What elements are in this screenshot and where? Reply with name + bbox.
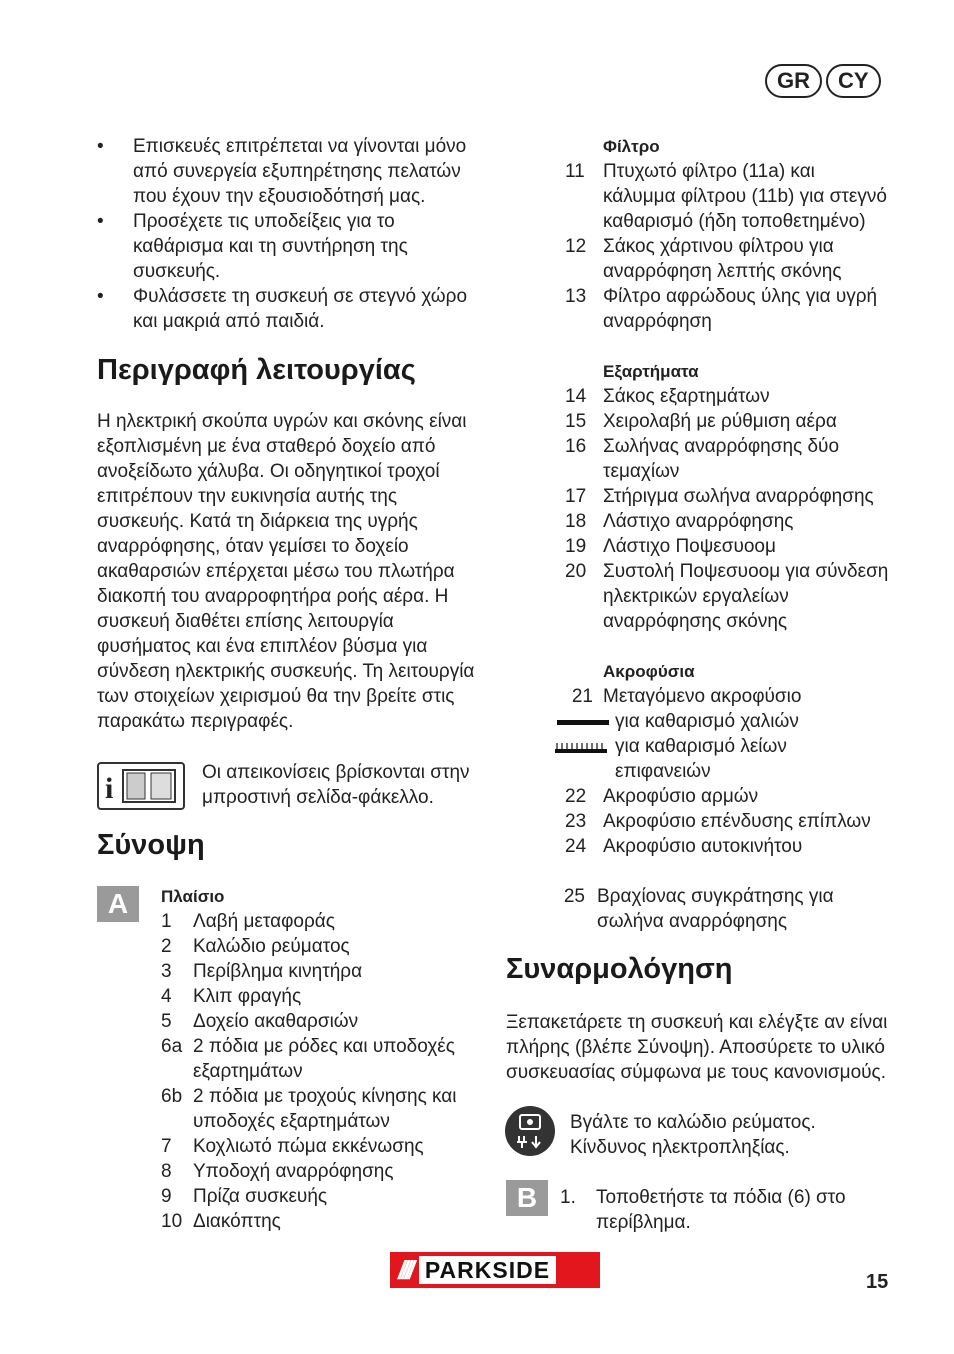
list-item: 23 Ακροφύσιο επένδυσης επίπλων bbox=[565, 811, 871, 832]
list-item: 5 Δοχείο ακαθαρσιών bbox=[161, 1011, 359, 1032]
svg-text:i: i bbox=[105, 772, 114, 805]
assembly-text: Ξεπακετάρετε τη συσκευή και ελέγξτε αν είναι πλήρης (βλέπε Σύνοψη). Αποσύρετε το υλικό συσκευασίας σύμφωνα με τους κανονισμούς. bbox=[506, 1012, 888, 1083]
right-column bbox=[565, 134, 890, 934]
list-item: 20 Συστολή Ποψεσυοομ για σύνδεση ηλεκτρικών εργαλείων αναρρόφησης σκόνης bbox=[565, 561, 889, 632]
section-title-description: Περιγραφή λειτουργίας bbox=[97, 354, 416, 386]
bullet-item: • Επισκευές επιτρέπεται να γίνονται μόνο από συνεργεία εξυπηρέτησης πελατών που έχουν την εξουσιοδότησή μας. bbox=[97, 136, 467, 207]
list-item: για καθαρισμό χαλιών bbox=[557, 709, 890, 734]
list-item: 6a 2 πόδια με ρόδες και υποδοχές εξαρτημάτων bbox=[161, 1036, 455, 1082]
list-item: 24 Ακροφύσιο αυτοκινήτου bbox=[565, 836, 803, 857]
step-item: 1. Τοποθετήστε τα πόδια (6) στο περίβλημα. bbox=[560, 1187, 846, 1233]
unplug-warning-text: Βγάλτε το καλώδιο ρεύματος. Κίνδυνος ηλεκτροπληξίας. bbox=[570, 1112, 816, 1158]
left-column bbox=[97, 134, 482, 334]
frame-title: Πλαίσιο bbox=[161, 887, 225, 906]
bullet-item: • Προσέχετε τις υποδείξεις για το καθάρισμα και τη συντήρηση της συσκευής. bbox=[97, 211, 408, 282]
description-text: Η ηλεκτρική σκούπα υγρών και σκόνης είναι εξοπλισμένη με ένα σταθερό δοχείο από ανοξείδωτο χάλυβα. Οι οδηγητικοί τροχοί επιτρέπουν την ευκινησία αυτής της συσκευής. Κατά τη διάρκεια της υγρής αναρρόφησης, όταν γεμίσει το δοχείο ακαθαρσιών επέρχεται μέσω του πλωτήρα διακοπή του αναρροφητήρα ροής αέρα. Η συσκευή διαθέτει επίσης λειτουργία φυσήματος και ένα επιπλέον βύσμα για σύνδεση ηλεκτρικής συσκευής. Τη λειτουργία των στοιχείων χειρισμού θα την βρείτε στις παρακάτω περιγραφές. bbox=[97, 411, 475, 732]
list-item: 18 Λάστιχο αναρρόφησης bbox=[565, 511, 794, 532]
carpet-nozzle-icon bbox=[557, 709, 609, 734]
brand-name: PARKSIDE bbox=[419, 1256, 556, 1284]
list-item: 15 Χειρολαβή με ρύθμιση αέρα bbox=[565, 411, 837, 432]
language-badges bbox=[765, 64, 881, 98]
list-item: 11 Πτυχωτό φίλτρο (11a) και κάλυμμα φίλτρου (11b) για στεγνό καθαρισμό (ήδη τοποθετημένο) bbox=[565, 161, 887, 232]
badge-gr: GR bbox=[765, 64, 822, 98]
list-item: για καθαρισμό λείων επιφανειών bbox=[555, 734, 890, 784]
list-item: 1 Λαβή μεταφοράς bbox=[161, 911, 335, 932]
info-note: Οι απεικονίσεις βρίσκονται στην μπροστινή σελίδα-φάκελλο. bbox=[202, 762, 470, 808]
list-item: 10 Διακόπτης bbox=[161, 1211, 281, 1232]
bullet-item: • Φυλάσσετε τη συσκευή σε στεγνό χώρο και μακριά από παιδιά. bbox=[97, 286, 468, 332]
list-item: 3 Περίβλημα κινητήρα bbox=[161, 961, 363, 982]
list-item: 6b 2 πόδια με τροχούς κίνησης και υποδοχές εξαρτημάτων bbox=[161, 1086, 457, 1132]
unplug-warning-icon bbox=[505, 1106, 555, 1156]
frame-list bbox=[161, 884, 481, 1234]
info-book-icon bbox=[97, 762, 185, 810]
list-item: 2 Καλώδιο ρεύματος bbox=[161, 936, 350, 957]
brand-logo bbox=[390, 1252, 600, 1288]
section-title-assembly: Συναρμολόγηση bbox=[506, 953, 733, 985]
list-item: 22 Ακροφύσιο αρμών bbox=[565, 786, 759, 807]
list-item: 8 Υποδοχή αναρρόφησης bbox=[161, 1161, 394, 1182]
list-item: 16 Σωλήνας αναρρόφησης δύο τεμαχίων bbox=[565, 436, 840, 482]
nozzles-title: Ακροφύσια bbox=[603, 662, 695, 681]
list-item: 9 Πρίζα συσκευής bbox=[161, 1186, 328, 1207]
figure-b-box: B bbox=[506, 1180, 548, 1216]
list-item: 17 Στήριγμα σωλήνα αναρρόφησης bbox=[565, 486, 874, 507]
badge-cy: CY bbox=[826, 64, 881, 98]
list-item: 12 Σάκος χάρτινου φίλτρου για αναρρόφηση λεπτής σκόνης bbox=[565, 236, 842, 282]
hard-floor-nozzle-icon bbox=[555, 734, 609, 784]
logo-slashes-icon: //// bbox=[398, 1254, 411, 1285]
list-item: 13 Φίλτρο αφρώδους ύλης για υγρή αναρρόφηση bbox=[565, 286, 878, 332]
accessories-title: Εξαρτήματα bbox=[603, 362, 699, 381]
figure-a-box: A bbox=[97, 886, 139, 922]
list-item: 7 Κοχλιωτό πώμα εκκένωσης bbox=[161, 1136, 424, 1157]
list-item: 21 Μεταγόμενο ακροφύσιο bbox=[571, 686, 802, 707]
list-item: 25 Βραχίονας συγκράτησης για σωλήνα αναρρόφησης bbox=[563, 886, 834, 932]
list-item: 4 Κλιπ φραγής bbox=[161, 986, 302, 1007]
list-item: 19 Λάστιχο Ποψεσυοομ bbox=[565, 536, 776, 557]
list-item: 14 Σάκος εξαρτημάτων bbox=[565, 386, 770, 407]
section-title-overview: Σύνοψη bbox=[97, 829, 205, 861]
page-number: 15 bbox=[866, 1271, 889, 1293]
filter-title: Φίλτρο bbox=[603, 137, 660, 156]
